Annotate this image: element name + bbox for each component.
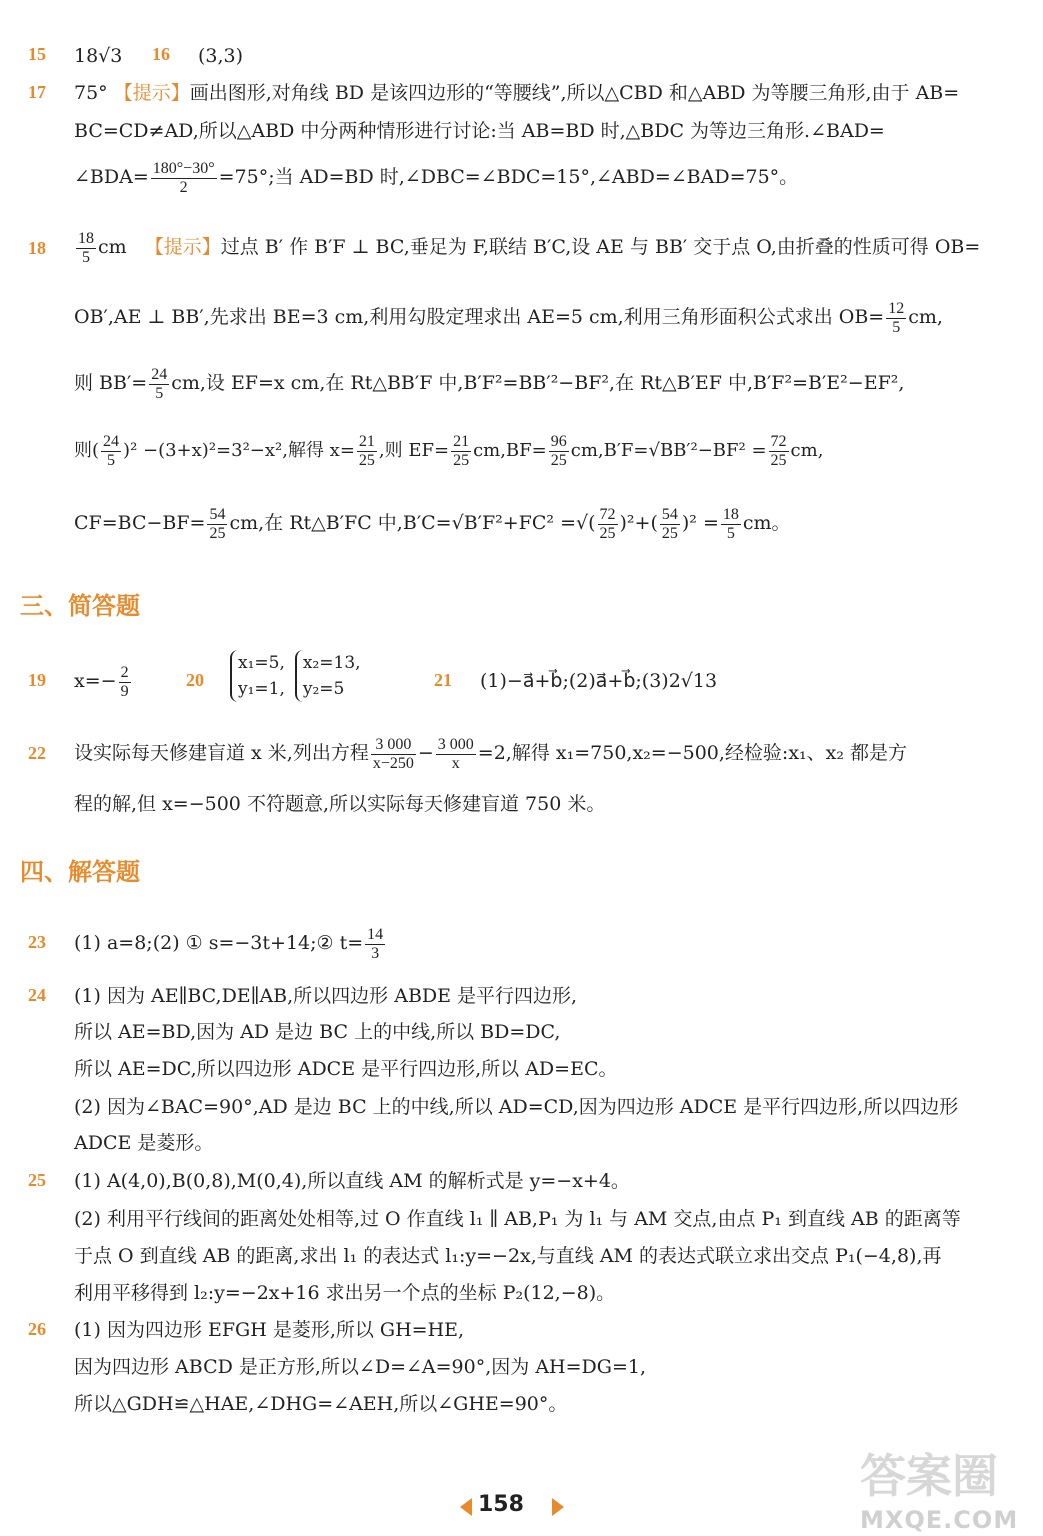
q18-line-3 xyxy=(74,358,904,408)
frac-numerator: 72 xyxy=(599,505,616,523)
section-heading-3: 三、简答题 xyxy=(20,592,140,620)
q18-text-4g: cm, xyxy=(790,440,824,461)
page-prev-arrow-icon xyxy=(460,1498,472,1516)
q20-system-1 xyxy=(230,650,285,702)
question-number-15: 15 xyxy=(28,44,46,64)
question-number-16: 16 xyxy=(152,44,170,64)
q19-text: x=− xyxy=(74,670,117,692)
frac-denominator: 2 xyxy=(179,178,188,196)
q26-line-3: 所以△GDH≌△HAE,∠DHG=∠AEH,所以∠GHE=90°。 xyxy=(74,1393,568,1415)
question-number-21: 21 xyxy=(434,670,452,690)
q18-text-3a: 则 BB′= xyxy=(74,372,148,394)
q21-answer: (1)−a⃗+b⃗;(2)a⃗+b⃗;(3)2√13 xyxy=(480,670,718,692)
q20-row-2a: x₂=13, xyxy=(302,653,361,673)
frac-denominator: 25 xyxy=(358,451,375,469)
frac-numerator: 18 xyxy=(78,229,94,247)
q18-text-4b: ² −(3+x)²=3²−x²,解得 x= xyxy=(130,440,355,461)
q24-line-5: ADCE 是菱形。 xyxy=(74,1132,214,1154)
question-number-26: 26 xyxy=(28,1319,46,1339)
q17-hint-label: 【提示】 xyxy=(113,82,190,104)
q18-line-5 xyxy=(74,498,791,548)
q18-text-4f: cm,B′F=√BB′²−BF² = xyxy=(570,440,767,461)
q23-text: (1) a=8;(2) ① s=−3t+14;② t= xyxy=(74,932,364,954)
frac-numerator: 24 xyxy=(103,432,120,450)
q22-minus: − xyxy=(417,742,434,764)
q18-fraction-5d xyxy=(721,506,741,543)
frac-numerator: 18 xyxy=(722,505,739,523)
q25-line-3: 于点 O 到直线 AB 的距离,求出 l₁ 的表达式 l₁:y=−2x,与直线 AM 的表达式联立求出交点 P₁(−4,8),再 xyxy=(74,1245,942,1267)
q22-fraction-2 xyxy=(436,736,476,773)
frac-denominator: 5 xyxy=(82,248,90,266)
q24-line-1: (1) 因为 AE∥BC,DE∥AB,所以四边形 ABDE 是平行四边形, xyxy=(74,985,578,1007)
frac-denominator: x−250 xyxy=(372,754,414,772)
question-number-24: 24 xyxy=(28,985,46,1005)
q24-line-2: 所以 AE=BD,因为 AD 是边 BC 上的中线,所以 BD=DC, xyxy=(74,1021,561,1043)
q19-answer xyxy=(74,656,133,706)
q18-fraction-4d xyxy=(549,433,569,470)
q18-text-5a: CF=BC−BF= xyxy=(74,512,206,534)
page-number: 158 xyxy=(478,1492,524,1517)
answer-16: (3,3) xyxy=(198,45,244,67)
q17-text-1: 画出图形,对角线 BD 是该四边形的“等腰线”,所以△CBD 和△ABD 为等腰三角形,由于 AB= xyxy=(189,82,960,104)
q23-answer xyxy=(74,918,387,968)
q24-line-4: (2) 因为∠BAC=90°,AD 是边 BC 上的中线,所以 AD=CD,因为四边形 ADCE 是平行四边形,所以四边形 xyxy=(74,1096,959,1118)
frac-denominator: 5 xyxy=(892,318,901,336)
frac-numerator: 21 xyxy=(358,432,375,450)
frac-denominator: 25 xyxy=(770,451,787,469)
q20-row-2b: y₂=5 xyxy=(302,679,345,699)
q22-line-2: 程的解,但 x=−500 不符题意,所以实际每天修建盲道 750 米。 xyxy=(74,793,606,815)
q18-text-5e: )² = xyxy=(681,512,719,534)
page-next-arrow-icon xyxy=(552,1498,564,1516)
q18-line-4: 则( $\frac{24}{5}$ )² −(3+x)²=3²−x²,解得 x= $\frac{21}{25}$ ,则 EF= $\frac{21}{25}$ cm,BF= $\frac{96}{25}$ cm,B′F=√BB′²−BF² = $\frac{72}{25}$ cm, xyxy=(74,432,824,469)
question-number-25: 25 xyxy=(28,1170,46,1190)
frac-numerator: 54 xyxy=(209,505,226,523)
q18-text-4e: cm,BF= xyxy=(473,440,547,461)
frac-numerator: 12 xyxy=(888,299,905,317)
question-number-19: 19 xyxy=(28,670,46,690)
q18-text-4a: 则 xyxy=(74,440,92,461)
frac-denominator: 5 xyxy=(107,451,116,469)
frac-numerator: 96 xyxy=(550,432,567,450)
question-number-22: 22 xyxy=(28,743,46,763)
frac-denominator: 5 xyxy=(726,524,735,542)
q18-text-5f: cm。 xyxy=(742,512,791,534)
frac-numerator: 72 xyxy=(770,432,787,450)
frac-denominator: 25 xyxy=(453,451,470,469)
q18-fraction-4e xyxy=(769,433,789,470)
q19-fraction xyxy=(119,664,131,701)
q18-fraction-5b xyxy=(598,506,618,543)
frac-denominator: 25 xyxy=(550,451,567,469)
watermark-text: 答案圈 xyxy=(860,1449,998,1503)
q20-system-2 xyxy=(295,650,361,702)
q18-fraction-4c xyxy=(451,433,471,470)
q17-line-1 xyxy=(74,81,959,105)
q20-answer xyxy=(230,650,371,702)
q18-fraction-4b xyxy=(357,433,377,470)
q17-fraction xyxy=(151,160,217,197)
q20-row-1a: x₁=5, xyxy=(238,653,285,673)
q18-hint-label: 【提示】 xyxy=(144,236,221,258)
q18-text-4c: ,则 EF= xyxy=(378,440,450,461)
q25-line-2: (2) 利用平行线间的距离处处相等,过 O 作直线 l₁ ∥ AB,P₁ 为 l₁ 与 AM 交点,由点 P₁ 到直线 AB 的距离等 xyxy=(74,1208,961,1230)
frac-numerator: 24 xyxy=(151,365,168,383)
q18-fraction-4a xyxy=(101,433,121,470)
frac-numerator: 54 xyxy=(661,505,678,523)
question-number-20: 20 xyxy=(186,670,204,690)
frac-numerator: 21 xyxy=(453,432,470,450)
q20-row-1b: y₁=1, xyxy=(238,679,285,699)
q22-line-1 xyxy=(74,728,907,778)
q25-line-1: (1) A(4,0),B(0,8),M(0,4),所以直线 AM 的解析式是 y=−x+4。 xyxy=(74,1170,630,1192)
q17-answer: 75° xyxy=(74,82,108,104)
q18-line-2 xyxy=(74,292,943,342)
q18-text-3b: cm,设 EF=x cm,在 Rt△BB′F 中,B′F²=BB′²−BF²,在 Rt△B′EF 中,B′F²=B′E²−EF², xyxy=(171,372,905,394)
q18-text-2a: OB′,AE ⊥ BB′,先求出 BE=3 cm,利用勾股定理求出 AE=5 cm,利用三角形面积公式求出 OB= xyxy=(74,306,885,328)
answer-15: 18√3 xyxy=(74,45,123,67)
q17-line-3 xyxy=(74,155,798,199)
q22-text-1a: 设实际每天修建盲道 x 米,列出方程 xyxy=(74,742,369,764)
q22-text-1b: =2,解得 x₁=750,x₂=−500,经检验:x₁、x₂ 都是方 xyxy=(477,742,908,764)
q18-fraction-5a xyxy=(207,506,227,543)
q18-text-1: 过点 B′ 作 B′F ⊥ BC,垂足为 F,联结 B′C,设 AE 与 BB′ 交于点 O,由折叠的性质可得 OB= xyxy=(220,236,981,258)
frac-denominator: x xyxy=(451,754,460,772)
frac-denominator: 5 xyxy=(155,384,164,402)
section-heading-4: 四、解答题 xyxy=(20,858,140,886)
question-number-18: 18 xyxy=(28,238,46,258)
q26-line-2: 因为四边形 ABCD 是正方形,所以∠D=∠A=90°,因为 AH=DG=1, xyxy=(74,1356,646,1378)
frac-numerator: 14 xyxy=(367,925,384,943)
frac-denominator: 25 xyxy=(599,524,616,542)
frac-denominator: 9 xyxy=(120,682,129,700)
frac-numerator: 3 000 xyxy=(371,736,416,755)
frac-numerator: 180°−30° xyxy=(152,159,215,177)
q17-text-3a: ∠BDA= xyxy=(74,166,149,188)
frac-denominator: 25 xyxy=(209,524,226,542)
q24-line-3: 所以 AE=DC,所以四边形 ADCE 是平行四边形,所以 AD=EC。 xyxy=(74,1058,618,1080)
q17-text-3b: =75°;当 AD=BD 时,∠DBC=∠BDC=15°,∠ABD=∠BAD=75°。 xyxy=(218,166,799,188)
q17-line-2: BC=CD≠AD,所以△ABD 中分两种情形进行讨论:当 AB=BD 时,△BDC 为等边三角形.∠BAD= xyxy=(74,120,885,142)
frac-numerator: 2 xyxy=(120,663,129,681)
q18-answer-unit: cm xyxy=(98,236,127,258)
frac-denominator: 3 xyxy=(371,944,380,962)
watermark-logo xyxy=(860,1440,1030,1534)
q18-line-1 xyxy=(74,222,980,272)
q18-fraction-5c xyxy=(660,506,680,543)
q23-fraction xyxy=(365,926,385,963)
watermark-url: MXQE.COM xyxy=(860,1506,1019,1534)
q18-fraction-ob xyxy=(886,300,906,337)
q18-answer-fraction xyxy=(76,230,96,267)
frac-denominator: 25 xyxy=(661,524,678,542)
q18-text-5b: cm,在 Rt△B′FC 中,B′C=√B′F²+FC² =√( xyxy=(229,512,596,534)
q18-fraction-bb xyxy=(149,366,169,403)
question-number-17: 17 xyxy=(28,82,46,102)
q22-fraction-1 xyxy=(371,736,416,773)
frac-numerator: 3 000 xyxy=(437,735,474,753)
q25-line-4: 利用平移得到 l₂:y=−2x+16 求出另一个点的坐标 P₂(12,−8)。 xyxy=(74,1282,616,1304)
q18-text-2b: cm, xyxy=(908,306,943,328)
question-number-23: 23 xyxy=(28,932,46,952)
q18-text-5c: )²+( xyxy=(619,512,658,534)
q26-line-1: (1) 因为四边形 EFGH 是菱形,所以 GH=HE, xyxy=(74,1319,465,1341)
